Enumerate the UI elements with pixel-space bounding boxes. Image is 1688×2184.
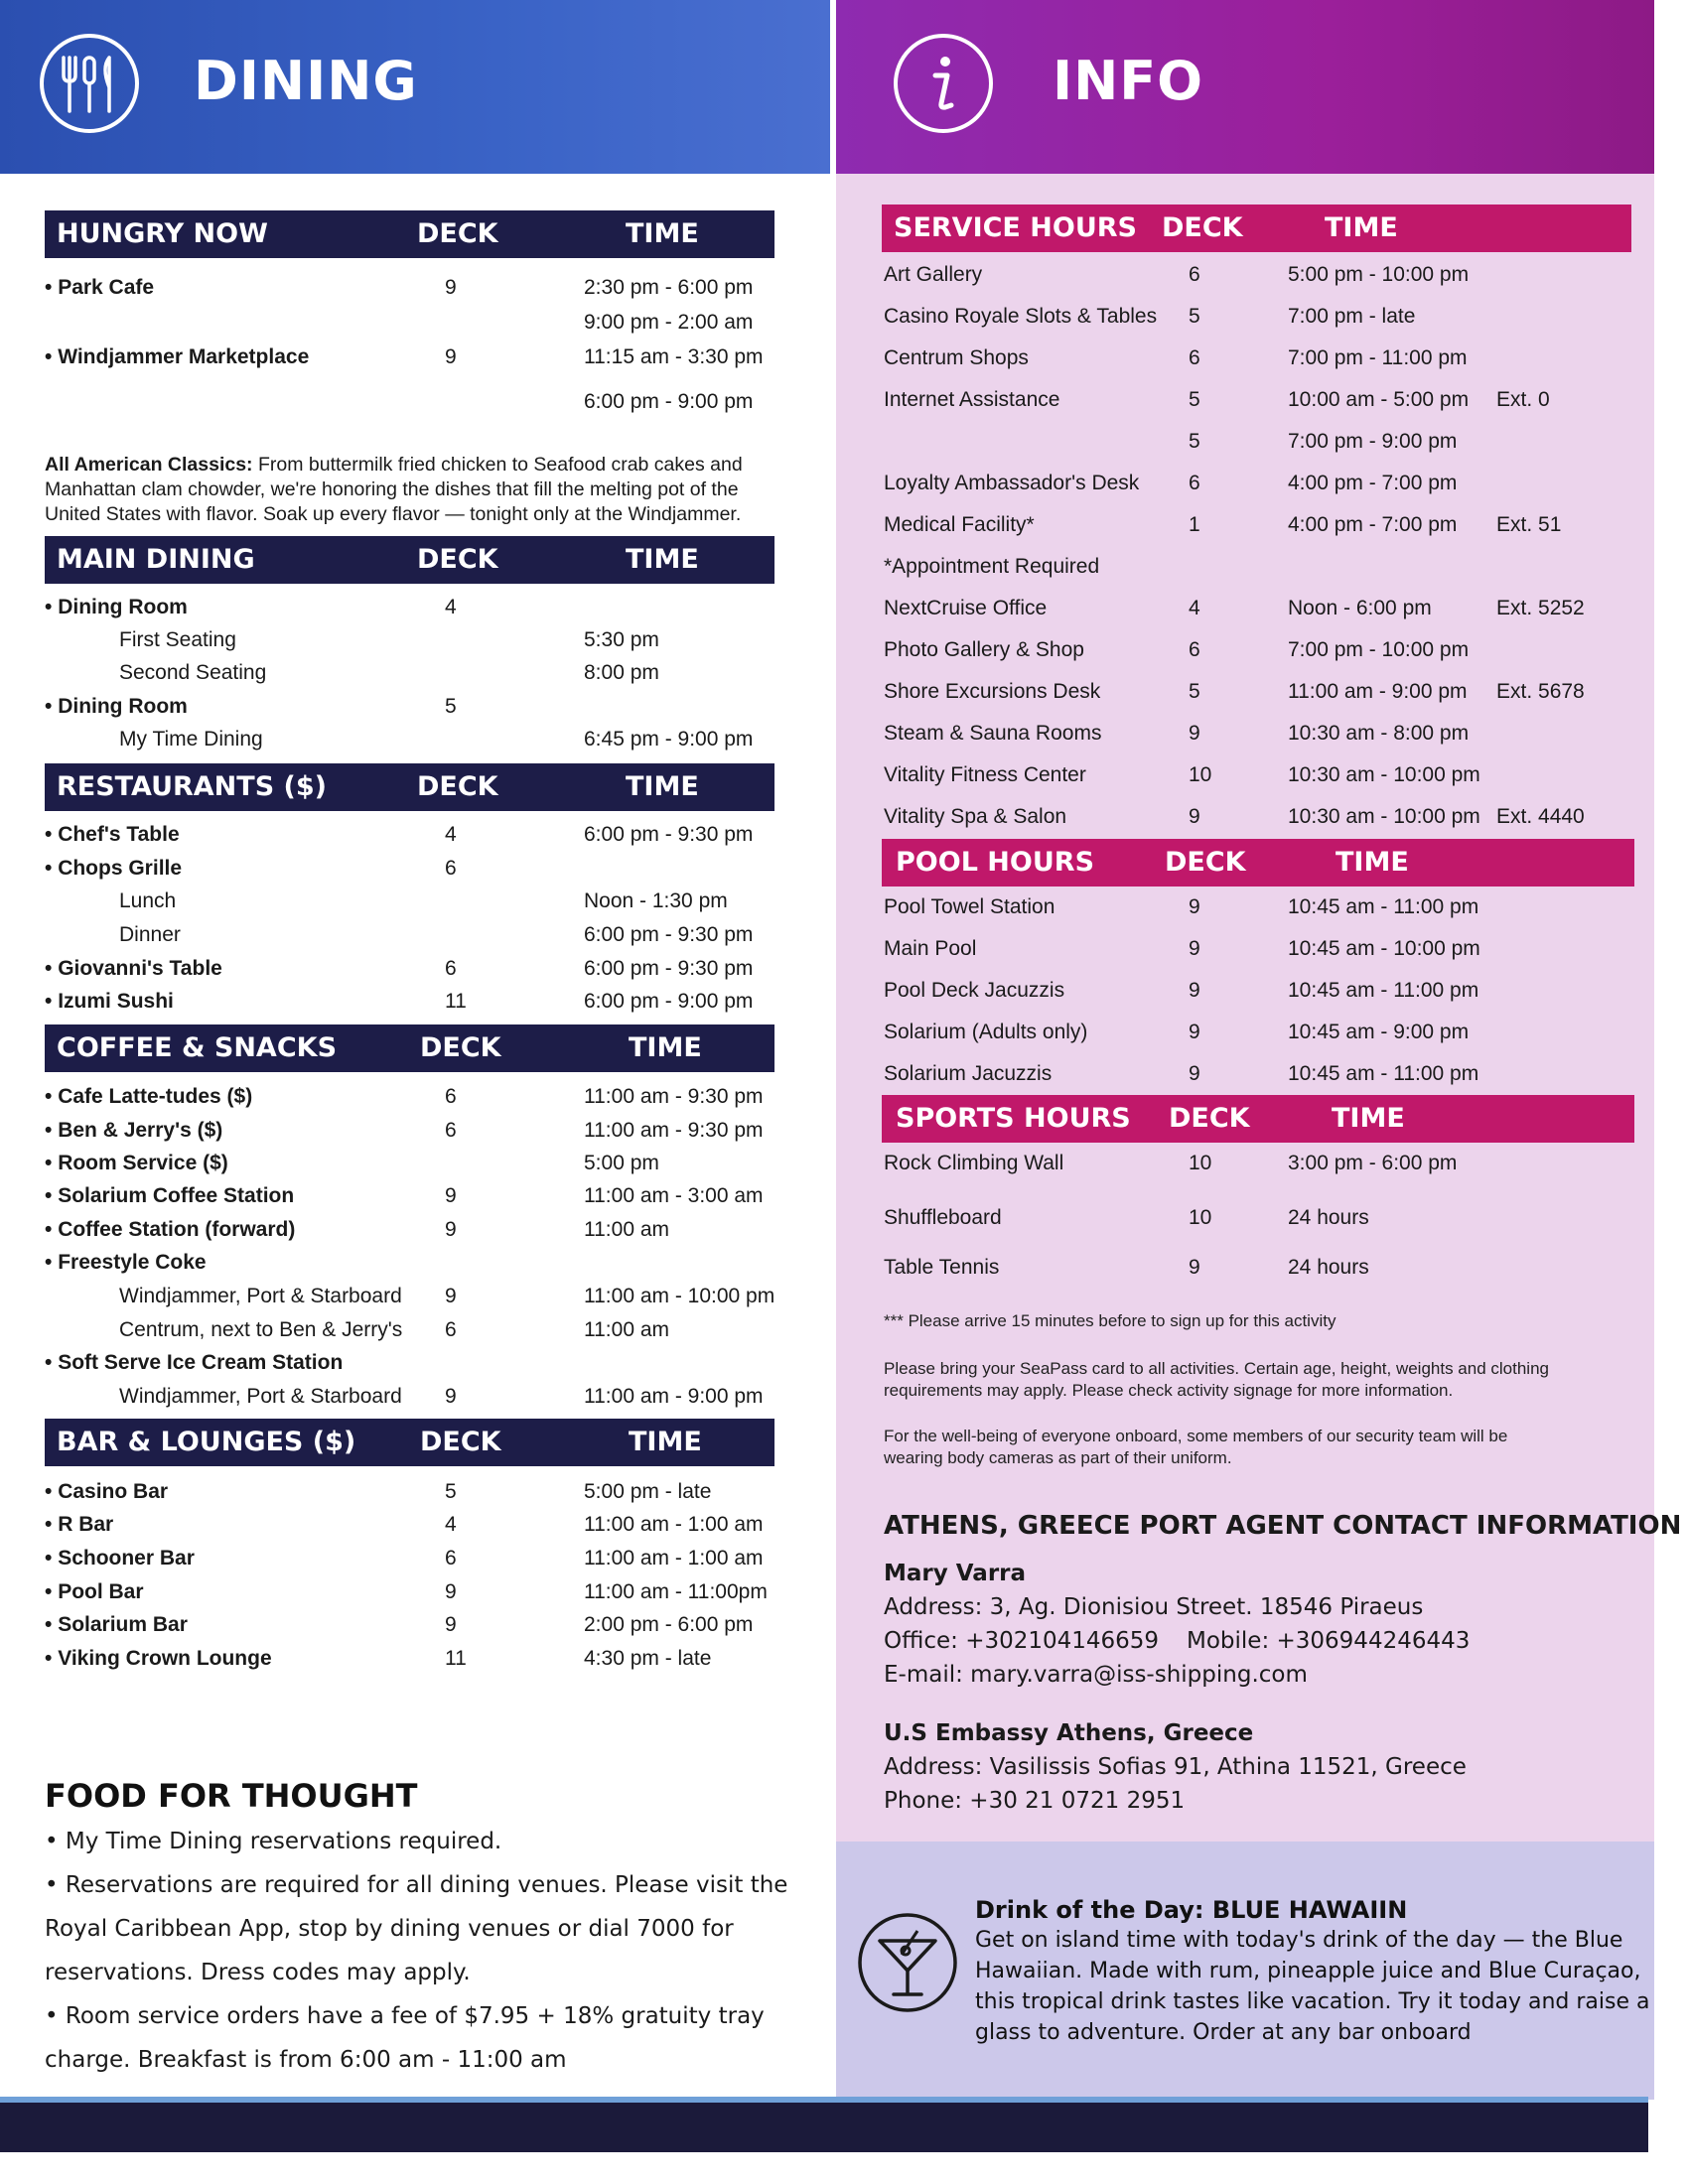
notice-line: For the well-being of everyone onboard, some members of our security team will be (884, 1427, 1508, 1445)
deck-value: 9 (1189, 1062, 1200, 1085)
service-name: Centrum Shops (884, 346, 1029, 369)
time-value: 6:00 pm - 9:30 pm (584, 923, 754, 946)
time-value: 6:00 pm - 9:00 pm (584, 390, 754, 413)
deck-value: 5 (445, 695, 457, 718)
time-value: 3:00 pm - 6:00 pm (1288, 1152, 1458, 1174)
time-value: 10:45 am - 10:00 pm (1288, 937, 1480, 960)
service-name: Vitality Fitness Center (884, 763, 1086, 786)
venue-name: • Casino Bar (45, 1480, 168, 1504)
table-row (0, 1580, 794, 1606)
deck-value: 1 (1189, 513, 1200, 536)
service-name: Main Pool (884, 937, 977, 960)
time-value: 5:30 pm (584, 628, 659, 651)
deck-value: 10 (1189, 763, 1212, 786)
time-value: 10:45 am - 9:00 pm (1288, 1021, 1470, 1043)
deck-column-label: DECK (417, 544, 498, 575)
deck-value: 11 (445, 1647, 467, 1670)
deck-value: 4 (445, 823, 457, 846)
port-agent-address: Address: 3, Ag. Dionisiou Street. 18546 Piraeus (884, 1594, 1424, 1620)
note-line: United States with flavor. Soak up every flavor — tonight only at the Windjammer. (45, 503, 742, 525)
venue-name: Dinner (119, 923, 181, 946)
drink-line: Get on island time with today's drink of the day — the Blue (975, 1928, 1623, 1953)
port-agent-title: ATHENS, GREECE PORT AGENT CONTACT INFORMATION (884, 1511, 1682, 1541)
time-value: 7:00 pm - late (1288, 305, 1416, 328)
embassy-phone: Phone: +30 21 0721 2951 (884, 1788, 1186, 1814)
service-name: Pool Deck Jacuzzis (884, 979, 1065, 1002)
service-hours-title: SERVICE HOURS (894, 212, 1137, 243)
time-value: 11:00 am - 10:00 pm (584, 1285, 775, 1307)
venue-name: Centrum, next to Ben & Jerry's (119, 1318, 403, 1341)
deck-value: 9 (1189, 805, 1200, 828)
time-column-label: TIME (626, 544, 699, 575)
embassy-name: U.S Embassy Athens, Greece (884, 1720, 1254, 1746)
info-header (836, 0, 1654, 174)
drink-title: Drink of the Day: BLUE HAWAIIN (975, 1896, 1408, 1924)
hungry-now-title: HUNGRY NOW (57, 218, 268, 249)
deck-value: 9 (445, 1613, 457, 1636)
venue-name: • Dining Room (45, 695, 188, 719)
deck-column-label: DECK (1165, 847, 1246, 878)
deck-value: 9 (1189, 895, 1200, 918)
deck-column-label: DECK (420, 1032, 501, 1063)
venue-name: First Seating (119, 628, 236, 651)
time-value: 11:00 am (584, 1218, 669, 1241)
time-value: 11:00 am - 3:00 am (584, 1184, 764, 1207)
dining-header (0, 0, 830, 174)
deck-value: 9 (1189, 1256, 1200, 1279)
port-agent-email[interactable]: E-mail: mary.varra@iss-shipping.com (884, 1662, 1308, 1688)
deck-column-label: DECK (1162, 212, 1243, 243)
venue-name: • R Bar (45, 1513, 113, 1537)
venue-name: • Soft Serve Ice Cream Station (45, 1351, 343, 1375)
deck-value: 5 (1189, 680, 1200, 703)
service-name: Vitality Spa & Salon (884, 805, 1067, 828)
extension-value: Ext. 0 (1496, 388, 1550, 411)
table-row (0, 1256, 1648, 1282)
note-bold: All American Classics: (45, 454, 253, 476)
extension-value: Ext. 51 (1496, 513, 1562, 536)
drink-line: Hawaiian. Made with rum, pineapple juice and Blue Curaçao, (975, 1959, 1641, 1983)
deck-column-label: DECK (417, 771, 498, 802)
coffee-title: COFFEE & SNACKS (57, 1032, 338, 1063)
time-value: 11:00 am - 9:30 pm (584, 1085, 764, 1108)
time-value: 5:00 pm - late (584, 1480, 712, 1503)
deck-value: 4 (445, 596, 457, 618)
table-row (0, 1152, 1648, 1177)
table-row (0, 1062, 1648, 1088)
time-value: 7:00 pm - 11:00 pm (1288, 346, 1468, 369)
table-row (0, 263, 1648, 289)
time-value: 6:00 pm - 9:30 pm (584, 823, 754, 846)
service-name: Solarium (Adults only) (884, 1021, 1088, 1043)
extension-value: Ext. 5252 (1496, 597, 1585, 619)
table-row (0, 895, 1648, 921)
table-row (0, 1547, 794, 1572)
notice-line: wearing body cameras as part of their uniform. (884, 1448, 1232, 1467)
time-column-label: TIME (629, 1032, 702, 1063)
deck-value: 9 (445, 1285, 457, 1307)
venue-name: • Schooner Bar (45, 1547, 195, 1570)
service-name: Medical Facility* (884, 513, 1035, 536)
deck-value: 4 (445, 1513, 457, 1536)
table-row (0, 430, 1648, 456)
sports-hours-header (882, 1095, 1634, 1143)
deck-value: 9 (445, 1218, 457, 1241)
service-name: Photo Gallery & Shop (884, 638, 1084, 661)
port-agent-name: Mary Varra (884, 1561, 1027, 1586)
service-name: Shuffleboard (884, 1206, 1002, 1229)
time-value: 4:00 pm - 7:00 pm (1288, 513, 1458, 536)
table-row (0, 680, 1648, 706)
dining-title: DINING (194, 50, 418, 112)
table-row (0, 722, 1648, 748)
venue-name: • Ben & Jerry's ($) (45, 1119, 222, 1143)
table-row (0, 1351, 794, 1377)
venue-name: My Time Dining (119, 728, 263, 751)
venue-name: • Coffee Station (forward) (45, 1218, 295, 1242)
security-notice (884, 1426, 1688, 1469)
food-for-thought-line: • Reservations are required for all dining venues. Please visit the (45, 1872, 788, 1898)
deck-value: 5 (1189, 388, 1200, 411)
venue-name: • Izumi Sushi (45, 990, 174, 1014)
time-value: 9:00 pm - 2:00 am (584, 311, 754, 334)
time-value: 10:45 am - 11:00 pm (1288, 979, 1479, 1002)
venue-name: • Park Cafe (45, 276, 154, 300)
info-title: INFO (1053, 50, 1204, 112)
time-value: 10:45 am - 11:00 pm (1288, 895, 1479, 918)
deck-value: 6 (1189, 638, 1200, 661)
time-column-label: TIME (629, 1427, 702, 1457)
deck-value: 6 (445, 957, 457, 980)
service-name: *Appointment Required (884, 555, 1100, 578)
table-row (0, 1085, 794, 1111)
time-value: 5:00 pm (584, 1152, 659, 1174)
time-value: 10:30 am - 8:00 pm (1288, 722, 1470, 745)
port-agent-office: Office: +302104146659 (884, 1628, 1160, 1654)
service-name: NextCruise Office (884, 597, 1048, 619)
restaurants-title: RESTAURANTS ($) (57, 771, 328, 802)
time-value: 11:00 am - 9:00 pm (584, 1385, 764, 1408)
table-row (0, 1385, 794, 1411)
time-value: 11:15 am - 3:30 pm (584, 345, 764, 368)
time-value: 6:00 pm - 9:30 pm (584, 957, 754, 980)
venue-name: • Dining Room (45, 596, 188, 619)
deck-value: 9 (1189, 979, 1200, 1002)
time-column-label: TIME (626, 218, 699, 249)
venue-name: • Viking Crown Lounge (45, 1647, 272, 1671)
deck-value: 4 (1189, 597, 1200, 619)
table-row (0, 857, 794, 883)
table-row (0, 1021, 1648, 1046)
deck-value: 10 (1189, 1152, 1212, 1174)
deck-value: 9 (1189, 1021, 1200, 1043)
port-agent-mobile: Mobile: +306944246443 (1187, 1628, 1471, 1654)
sports-hours-title: SPORTS HOURS (896, 1103, 1131, 1134)
time-value: 7:00 pm - 10:00 pm (1288, 638, 1470, 661)
time-value: 24 hours (1288, 1206, 1369, 1229)
note-line: From buttermilk fried chicken to Seafood crab cakes and (257, 454, 743, 476)
table-row (0, 1285, 794, 1310)
deck-value: 6 (1189, 263, 1200, 286)
table-row (0, 597, 1648, 622)
venue-name: • Freestyle Coke (45, 1251, 207, 1275)
deck-value: 9 (1189, 722, 1200, 745)
footer-bar (0, 2103, 1648, 2152)
bars-header (45, 1419, 774, 1466)
venue-name: Windjammer, Port & Starboard (119, 1385, 402, 1408)
time-value: 5:00 pm - 10:00 pm (1288, 263, 1470, 286)
deck-value: 9 (445, 1580, 457, 1603)
time-column-label: TIME (1325, 212, 1398, 243)
pool-hours-header (882, 839, 1634, 887)
info-panel (836, 174, 1654, 1842)
deck-value: 9 (445, 276, 457, 299)
service-name: Internet Assistance (884, 388, 1060, 411)
seapass-notice (884, 1358, 1688, 1402)
deck-column-label: DECK (1169, 1103, 1250, 1134)
food-for-thought-line: reservations. Dress codes may apply. (45, 1960, 471, 1985)
deck-value: 6 (445, 857, 457, 880)
time-value: 11:00 am - 9:30 pm (584, 1119, 764, 1142)
deck-value: 6 (445, 1085, 457, 1108)
table-row (0, 388, 1648, 414)
drink-line: glass to adventure. Order at any bar onboard (975, 2020, 1472, 2045)
time-value: 2:00 pm - 6:00 pm (584, 1613, 754, 1636)
time-value: 24 hours (1288, 1256, 1369, 1279)
deck-value: 6 (1189, 346, 1200, 369)
time-value: 11:00 am (584, 1318, 669, 1341)
time-column-label: TIME (1336, 847, 1409, 878)
hungry-now-header (45, 210, 774, 258)
time-column-label: TIME (1332, 1103, 1405, 1134)
time-value: 11:00 am - 9:00 pm (1288, 680, 1468, 703)
extension-value: Ext. 4440 (1496, 805, 1585, 828)
main-dining-title: MAIN DINING (57, 544, 255, 575)
table-row (0, 513, 1648, 539)
venue-name: • Pool Bar (45, 1580, 144, 1604)
venue-name: • Cafe Latte-tudes ($) (45, 1085, 252, 1109)
time-value: 11:00 am - 11:00pm (584, 1580, 768, 1603)
table-row (0, 763, 1648, 789)
deck-value: 9 (445, 1385, 457, 1408)
time-value: 4:00 pm - 7:00 pm (1288, 472, 1458, 494)
table-row (0, 638, 1648, 664)
venue-name: Windjammer, Port & Starboard (119, 1285, 402, 1307)
bars-title: BAR & LOUNGES ($) (57, 1427, 356, 1457)
service-name: Table Tennis (884, 1256, 1000, 1279)
food-for-thought-line: • Room service orders have a fee of $7.95 + 18% gratuity tray (45, 2003, 765, 2029)
time-value: 2:30 pm - 6:00 pm (584, 276, 754, 299)
deck-value: 6 (445, 1318, 457, 1341)
time-value: 10:30 am - 10:00 pm (1288, 805, 1480, 828)
deck-value: 11 (445, 990, 467, 1013)
time-column-label: TIME (626, 771, 699, 802)
food-for-thought-title: FOOD FOR THOUGHT (45, 1777, 418, 1815)
time-value: Noon - 1:30 pm (584, 889, 728, 912)
embassy-address: Address: Vasilissis Sofias 91, Athina 11521, Greece (884, 1754, 1467, 1780)
service-name: Shore Excursions Desk (884, 680, 1101, 703)
deck-value: 6 (1189, 472, 1200, 494)
time-value: 6:45 pm - 9:00 pm (584, 728, 754, 751)
table-row (0, 1318, 794, 1344)
service-name: Solarium Jacuzzis (884, 1062, 1053, 1085)
deck-value: 6 (445, 1547, 457, 1570)
venue-name: • Solarium Coffee Station (45, 1184, 294, 1208)
martini-icon (856, 1911, 959, 2014)
service-name: Art Gallery (884, 263, 983, 286)
utensils-icon (38, 32, 141, 135)
venue-name: Second Seating (119, 661, 267, 684)
time-value: 4:30 pm - late (584, 1647, 712, 1670)
table-row (0, 305, 1648, 331)
pool-hours-title: POOL HOURS (896, 847, 1095, 878)
time-value: 11:00 am - 1:00 am (584, 1513, 764, 1536)
service-name: Rock Climbing Wall (884, 1152, 1064, 1174)
deck-value: 6 (445, 1119, 457, 1142)
notice-line: requirements may apply. Please check activity signage for more information. (884, 1381, 1454, 1400)
venue-name: • Chef's Table (45, 823, 180, 847)
drink-line: this tropical drink tastes like vacation. Try it today and raise a (975, 1989, 1650, 2014)
deck-value: 10 (1189, 1206, 1212, 1229)
deck-value: 5 (1189, 430, 1200, 453)
deck-value: 5 (445, 1480, 457, 1503)
service-name: Pool Towel Station (884, 895, 1055, 918)
deck-value: 9 (445, 1184, 457, 1207)
table-row (0, 346, 1648, 372)
table-row (0, 1647, 794, 1673)
venue-name: • Solarium Bar (45, 1613, 188, 1637)
time-value: 11:00 am - 1:00 am (584, 1547, 764, 1570)
table-row (0, 472, 1648, 497)
service-name: Loyalty Ambassador's Desk (884, 472, 1140, 494)
table-row (0, 555, 1648, 581)
info-icon (892, 32, 995, 135)
deck-value: 5 (1189, 305, 1200, 328)
deck-column-label: DECK (420, 1427, 501, 1457)
arrive-notice: *** Please arrive 15 minutes before to sign up for this activity (884, 1311, 1336, 1330)
venue-name: • Windjammer Marketplace (45, 345, 309, 369)
table-row (0, 1513, 794, 1539)
deck-value: 9 (445, 345, 457, 368)
deck-value: 9 (1189, 937, 1200, 960)
venue-name: • Giovanni's Table (45, 957, 222, 981)
time-value: 10:00 am - 5:00 pm (1288, 388, 1470, 411)
venue-name: • Room Service ($) (45, 1152, 228, 1175)
food-for-thought-line: charge. Breakfast is from 6:00 am - 11:00 am (45, 2047, 567, 2073)
time-value: Noon - 6:00 pm (1288, 597, 1432, 619)
notice-line: Please bring your SeaPass card to all activities. Certain age, height, weights and clothing (884, 1359, 1549, 1378)
table-row (0, 1480, 794, 1506)
table-row (0, 979, 1648, 1005)
table-row (0, 937, 1648, 963)
time-value: 10:30 am - 10:00 pm (1288, 763, 1480, 786)
table-row (0, 1613, 794, 1639)
time-value: 6:00 pm - 9:00 pm (584, 990, 754, 1013)
time-value: 10:45 am - 11:00 pm (1288, 1062, 1479, 1085)
food-for-thought-line: • My Time Dining reservations required. (45, 1829, 502, 1854)
food-for-thought-line: Royal Caribbean App, stop by dining venues or dial 7000 for (45, 1916, 734, 1942)
time-value: 8:00 pm (584, 661, 659, 684)
table-row (0, 1119, 794, 1145)
note-line: Manhattan clam chowder, we're honoring the dishes that fill the melting pot of the (45, 478, 739, 500)
extension-value: Ext. 5678 (1496, 680, 1585, 703)
venue-name: • Chops Grille (45, 857, 182, 881)
table-row (0, 1206, 1648, 1232)
service-name: Steam & Sauna Rooms (884, 722, 1102, 745)
deck-column-label: DECK (417, 218, 498, 249)
service-name: Casino Royale Slots & Tables (884, 305, 1158, 328)
service-hours-header (882, 205, 1631, 252)
time-value: 7:00 pm - 9:00 pm (1288, 430, 1458, 453)
venue-name: Lunch (119, 889, 177, 912)
table-row (0, 805, 1648, 831)
